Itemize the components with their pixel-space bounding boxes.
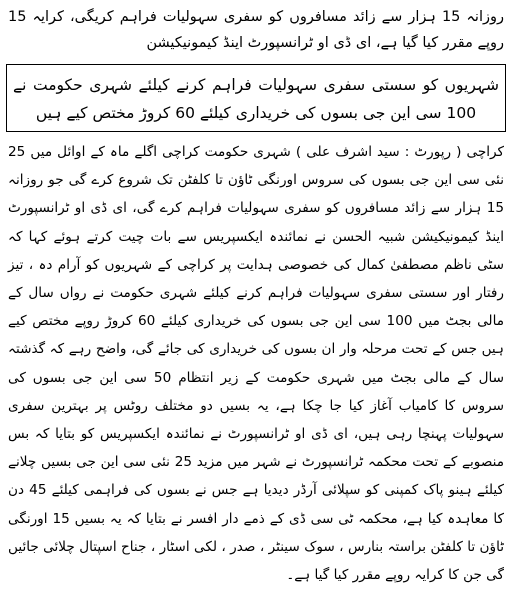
article-body: کراچی ( رپورٹ : سید اشرف علی ) شہری حکومت کراچی اگلے ماہ کے اوائل میں 25 نئی سی این جی بسوں کی سروس اورنگی ٹاؤن تا کلفٹن تک شروع کرے گی جو روزانہ 15 ہزار سے زائد مسافروں کو سفری سہولیات فراہم کرے گی، ای ڈی او ٹرانسپورٹ اینڈ کیمونیکیشن شبیہ الحسن نے نمائندہ ایکسپریس سے بات چیت کرتے ہوئے کہا کہ سٹی ناظم مصطفیٰ کمال کی خصوصی ہدایت پر کراچی کے شہریوں کو آرام دہ ، تیز رفتار اور سستی سفری سہولیات فراہم کرنے کیلئے شہری حکومت نے رواں سال کے مالی بجٹ میں 100 سی این جی بسوں کی خریداری کیلئے 60 کروڑ روپے مختص کیے ہیں جس کے تحت مرحلہ وار ان بسوں کی خریداری کی جائے گی، واضح رہے کہ گذشتہ سال کے مالی بجٹ میں شہری حکومت کے زیر انتظام 50 سی این جی بسوں کی سروس کا کامیاب آغاز کیا جا چکا ہے، یہ بسیں دو مختلف روٹس پر بہترین سفری سہولیات پہنچا رہی ہیں، ای ڈی او ٹرانسپورٹ نے نمائندہ ایکسپریس کو بتایا کہ بس منصوبے کے تحت محکمہ ٹرانسپورٹ نے شہر میں مزید 25 نئی سی این جی بسیں چلانے کیلئے ہینو پاک کمپنی کو سپلائی آرڈر دیدیا ہے جس نے بسوں کی فراہمی کیلئے 45 دن کا معاہدہ کیا ہے، محکمہ ٹی سی ڈی کے ذمے دار افسر نے بتایا کہ یہ بسیں 15 اورنگی ٹاؤن تا کلفٹن براستہ بنارس ، سوک سینٹر ، صدر ، لکی اسٹار ، جناح اسپتال چلائی جائیں گی جن کا کرایہ روپے مقرر کیا گیا ہے۔	[8, 144, 505, 584]
boxed-headline: شہریوں کو سستی سفری سہولیات فراہم کرنے کیلئے شہری حکومت نے 100 سی این جی بسوں کی خریداری کیلئے 60 کروڑ مختص کیے ہیں	[13, 76, 499, 122]
top-headline: روزانہ 15 ہزار سے زائد مسافروں کو سفری سہولیات فراہم کریگی، کرایہ 15 روپے مقرر کیا گیا ہے، ای ڈی او ٹرانسپورٹ اینڈ کیمونیکیشن	[8, 9, 504, 51]
boxed-headline-frame	[6, 64, 506, 132]
